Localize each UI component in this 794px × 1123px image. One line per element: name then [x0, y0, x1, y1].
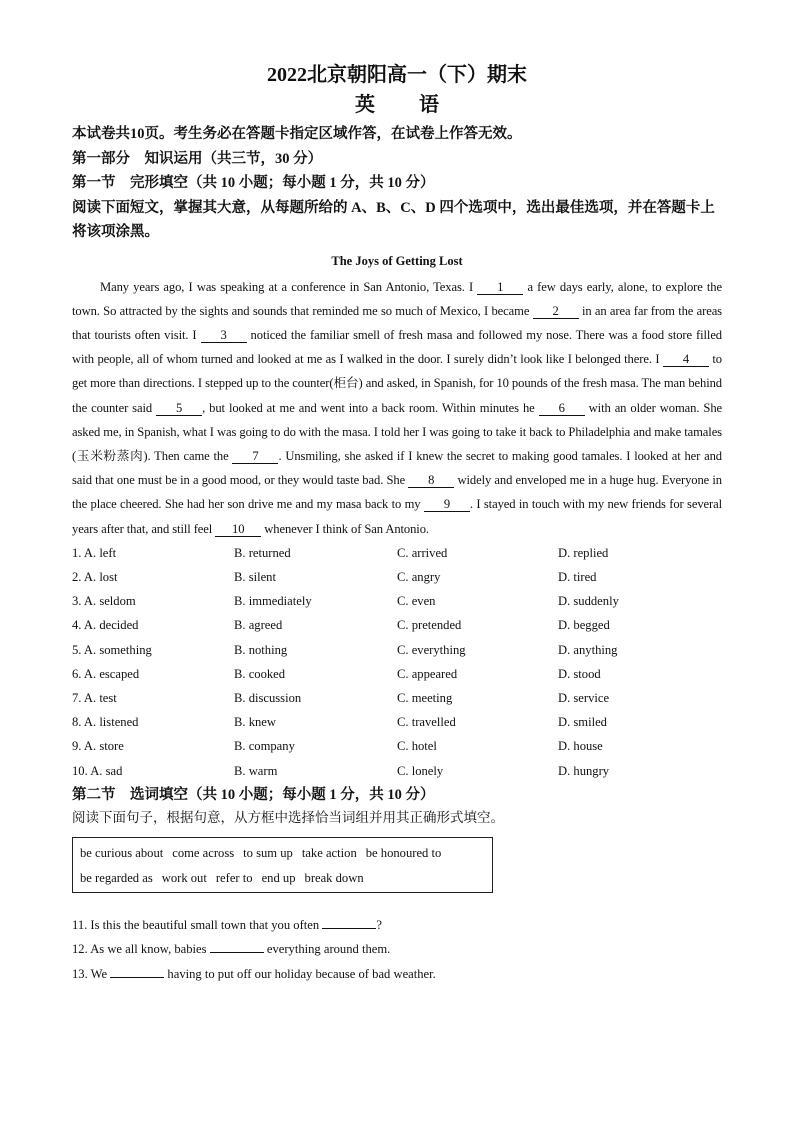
cloze-blank: 1: [477, 280, 523, 295]
answer-blank[interactable]: [210, 938, 264, 953]
option-c[interactable]: C. arrived: [397, 545, 448, 560]
option-c[interactable]: C. everything: [397, 642, 466, 657]
option-b[interactable]: B. immediately: [234, 594, 312, 609]
option-c[interactable]: C. angry: [397, 569, 441, 584]
option-d[interactable]: D. stood: [558, 666, 601, 681]
option-c[interactable]: C. pretended: [397, 618, 462, 633]
option-b[interactable]: B. returned: [234, 545, 291, 560]
option-a[interactable]: 5. A. something: [72, 642, 152, 657]
question-11: 11. Is this the beautiful small town that you often ?: [72, 913, 722, 937]
option-a[interactable]: 8. A. listened: [72, 715, 139, 730]
option-row: [72, 638, 722, 662]
word-bank-row: [80, 841, 485, 866]
cloze-passage: [72, 275, 722, 541]
answer-blank[interactable]: [322, 914, 376, 929]
word-bank-phrase: to sum up: [243, 846, 293, 861]
option-b[interactable]: B. knew: [234, 715, 276, 730]
option-row: [72, 710, 722, 734]
cloze-blank: 3: [201, 328, 247, 343]
word-bank-phrase: be honoured to: [365, 846, 442, 861]
question-13: 13. We having to put off our holiday because of bad weather.: [72, 962, 722, 986]
option-a[interactable]: 9. A. store: [72, 739, 124, 754]
cloze-options: [72, 541, 722, 783]
option-row: [72, 686, 722, 710]
exam-note: 本试卷共10页。考生务必在答题卡指定区域作答，在试卷上作答无效。: [72, 126, 522, 142]
section-two-directions: 阅读下面句子，根据句意，从方框中选择恰当词组并用其正确形式填空。: [72, 810, 504, 826]
option-d[interactable]: D. begged: [558, 618, 610, 633]
option-c[interactable]: C. travelled: [397, 715, 456, 730]
word-bank-phrase: end up: [261, 870, 296, 885]
cloze-blank: 2: [533, 304, 579, 319]
subject-char-2: 语: [419, 94, 439, 116]
option-d[interactable]: D. smiled: [558, 715, 607, 730]
option-a[interactable]: 10. A. sad: [72, 763, 123, 778]
option-b[interactable]: B. nothing: [234, 642, 288, 657]
word-bank-phrase: refer to: [215, 870, 253, 885]
passage-text: with an older woman. She asked me, in Spanish, what I was going to do with the masa. I told her I was going to take it back to Philadelphia and make tamales (玉米粉蒸肉). Then came the: [72, 400, 723, 463]
passage-text: widely and enveloped me in a huge hug. Everyone in the place cheered. She had her son drive me and my masa back to my: [72, 473, 722, 512]
cloze-blank: 4: [663, 352, 709, 367]
word-bank-phrase: be regarded as: [80, 870, 153, 885]
section-one-directions: 阅读下面短文，掌握其大意，从每题所给的 A、B、C、D 四个选项中，选出最佳选项，并在答题卡上将该项涂黑。: [72, 199, 715, 240]
part-one-heading: 第一部分 知识运用（共三节，30 分）: [72, 150, 323, 167]
option-d[interactable]: D. suddenly: [558, 594, 619, 609]
option-row: [72, 541, 722, 565]
passage-text: Many years ago, I was speaking at a conference in San Antonio, Texas. I: [100, 279, 478, 294]
passage-text: . I stayed in touch with my new friends for several years after that, and still feel: [72, 497, 722, 536]
option-b[interactable]: B. silent: [234, 569, 276, 584]
answer-blank[interactable]: [110, 963, 164, 978]
option-a[interactable]: 3. A. seldom: [72, 594, 136, 609]
cloze-blank: 5: [156, 401, 202, 416]
option-b[interactable]: B. discussion: [234, 690, 302, 705]
word-bank-phrase: come across: [172, 846, 235, 861]
option-d[interactable]: D. house: [558, 739, 603, 754]
option-row: [72, 759, 722, 783]
word-bank-phrase: take action: [301, 846, 357, 861]
passage-text: to get more than directions. I stepped up to the counter(柜台) and asked, in Spanish, for 10 pounds of the fresh masa. The man behind the counter said: [72, 352, 722, 415]
word-bank-phrase: be curious about: [80, 846, 164, 861]
option-b[interactable]: B. company: [234, 739, 295, 754]
option-a[interactable]: 1. A. left: [72, 545, 117, 560]
passage-text: whenever I think of San Antonio.: [261, 521, 429, 536]
option-row: [72, 589, 722, 613]
section-one-heading: 第一节 完形填空（共 10 小题；每小题 1 分，共 10 分）: [72, 175, 435, 191]
option-c[interactable]: C. lonely: [397, 763, 444, 778]
word-bank-phrase: break down: [304, 870, 364, 885]
option-a[interactable]: 7. A. test: [72, 690, 117, 705]
option-d[interactable]: D. tired: [558, 569, 597, 584]
option-c[interactable]: C. meeting: [397, 690, 453, 705]
exam-page: [72, 60, 722, 986]
passage-text: in an area far from the areas that tourists often visit. I: [72, 303, 722, 342]
section-two-heading: 第二节 选词填空（共 10 小题；每小题 1 分，共 10 分）: [72, 786, 435, 803]
subject-char-1: 英: [355, 94, 375, 116]
option-row: [72, 734, 722, 758]
option-c[interactable]: C. hotel: [397, 739, 437, 754]
word-bank-phrase: work out: [161, 870, 207, 885]
option-d[interactable]: D. anything: [558, 642, 618, 657]
cloze-blank: 7: [232, 449, 278, 464]
option-row: [72, 662, 722, 686]
cloze-blank: 10: [215, 522, 261, 537]
option-d[interactable]: D. service: [558, 690, 610, 705]
subject-title: [72, 90, 722, 120]
option-d[interactable]: D. replied: [558, 545, 609, 560]
question-12: 12. As we all know, babies everything around them.: [72, 937, 722, 961]
passage-title: The Joys of Getting Lost: [331, 253, 463, 268]
option-d[interactable]: D. hungry: [558, 763, 610, 778]
passage-text: a few days early, alone, to explore the town. So attracted by the sights and sounds that reminded me so much of Mexico, I became: [72, 279, 722, 318]
cloze-blank: 9: [424, 497, 470, 512]
option-a[interactable]: 6. A. escaped: [72, 666, 140, 681]
cloze-blank: 8: [408, 473, 454, 488]
word-bank-box: [72, 837, 493, 893]
option-c[interactable]: C. appeared: [397, 666, 458, 681]
passage-text: noticed the familiar smell of fresh masa and followed my nose. There was a food store filled with people, all of whom turned and looked at me as I walked in the door. I surely didn’t look like I belonged there. I: [72, 327, 722, 367]
option-row: [72, 613, 722, 637]
option-b[interactable]: B. cooked: [234, 666, 286, 681]
option-a[interactable]: 4. A. decided: [72, 618, 139, 633]
passage-text: , but looked at me and went into a back room. Within minutes he: [202, 400, 539, 415]
passage-text: . Unsmiling, she asked if I knew the secret to making good tamales. I looked at her and said that one must be in a good mood, or they would taste bad. She: [72, 448, 722, 488]
word-bank-row: [80, 866, 485, 891]
option-row: [72, 565, 722, 589]
cloze-blank: 6: [539, 401, 585, 416]
option-b[interactable]: B. warm: [234, 763, 278, 778]
option-b[interactable]: B. agreed: [234, 618, 283, 633]
option-a[interactable]: 2. A. lost: [72, 569, 118, 584]
exam-title: 2022北京朝阳高一（下）期末: [267, 64, 527, 86]
option-c[interactable]: C. even: [397, 594, 436, 609]
